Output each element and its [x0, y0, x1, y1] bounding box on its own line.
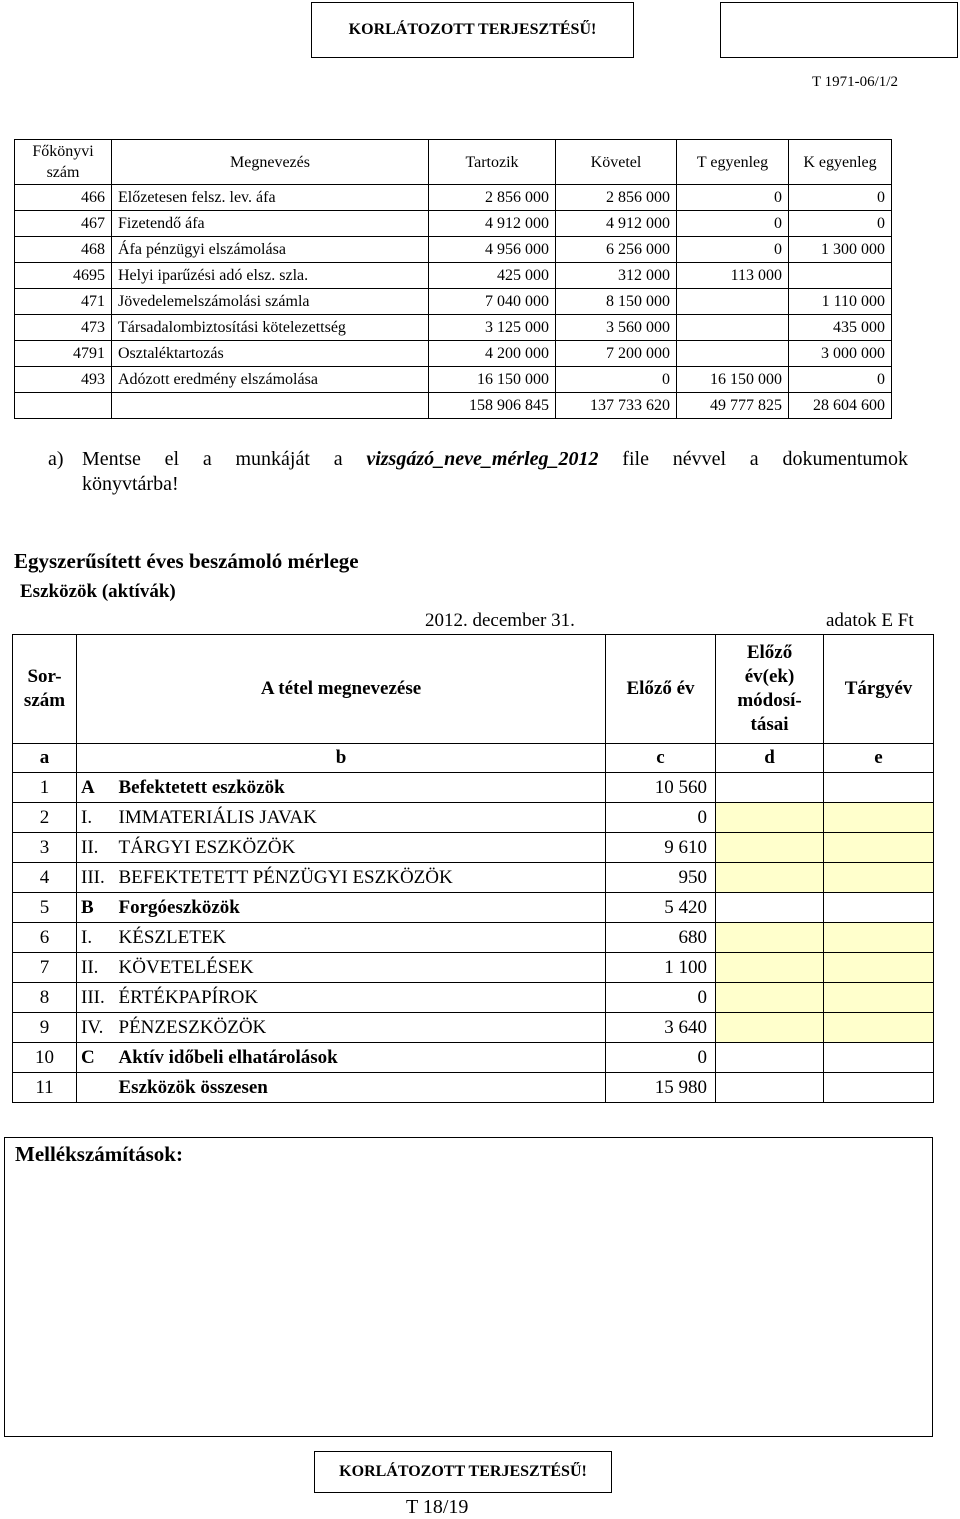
- balance-row: [13, 1013, 934, 1043]
- balance-prev-year-value: 3 640: [606, 1013, 716, 1043]
- ledger-cell-debit-balance: 0: [677, 211, 789, 237]
- ledger-row: [15, 367, 892, 393]
- ledger-total-row: [15, 393, 892, 419]
- col-current-year: Tárgyév: [824, 635, 934, 744]
- balance-current-year-cell[interactable]: [824, 833, 934, 863]
- balance-letters-row: [13, 744, 934, 773]
- ledger-cell-debit-balance: 16 150 000: [677, 367, 789, 393]
- balance-row: [13, 833, 934, 863]
- balance-current-year-cell[interactable]: [824, 803, 934, 833]
- balance-modification-cell: [716, 773, 824, 803]
- balance-prev-year-value: 9 610: [606, 833, 716, 863]
- ledger-row: [15, 185, 892, 211]
- ledger-cell-account-name: Adózott eredmény elszámolása: [112, 367, 429, 393]
- ledger-cell-account-no: 473: [15, 315, 112, 341]
- balance-current-year-cell[interactable]: [824, 863, 934, 893]
- ledger-cell-account-name: Előzetesen felsz. lev. áfa: [112, 185, 429, 211]
- restricted-label-text: KORLÁTOZOTT TERJESZTÉSŰ!: [348, 21, 597, 38]
- ledger-cell-debit-balance: 113 000: [677, 263, 789, 289]
- ledger-cell-account-name: Osztaléktartozás: [112, 341, 429, 367]
- ledger-cell-credit-balance: 1 300 000: [789, 237, 892, 263]
- balance-current-year-cell[interactable]: [824, 923, 934, 953]
- balance-prev-year-value: 5 420: [606, 893, 716, 923]
- balance-row-index: 11: [13, 1073, 77, 1103]
- balance-row-index: 2: [13, 803, 77, 833]
- ledger-cell-credit: 8 150 000: [556, 289, 677, 315]
- balance-current-year-cell[interactable]: [824, 983, 934, 1013]
- ledger-cell-credit: 4 912 000: [556, 211, 677, 237]
- ledger-cell-credit-balance: 3 000 000: [789, 341, 892, 367]
- balance-modification-cell[interactable]: [716, 833, 824, 863]
- balance-row-code: III.: [77, 983, 115, 1013]
- balance-row: [13, 953, 934, 983]
- empty-header-box: [720, 2, 958, 58]
- balance-subtitle: Eszközök (aktívák): [20, 581, 176, 602]
- balance-row-name: IMMATERIÁLIS JAVAK: [115, 803, 606, 833]
- ledger-cell-account-no: [15, 393, 112, 419]
- ledger-cell-debit-balance: 49 777 825: [677, 393, 789, 419]
- col-modifications: [716, 635, 824, 744]
- col-index: [13, 635, 77, 744]
- ledger-cell-credit-balance: 0: [789, 185, 892, 211]
- balance-row-code: IV.: [77, 1013, 115, 1043]
- balance-row-code: B: [77, 893, 115, 923]
- balance-row: [13, 923, 934, 953]
- balance-modification-cell[interactable]: [716, 1013, 824, 1043]
- restricted-label-top: [311, 2, 634, 58]
- balance-prev-year-value: 1 100: [606, 953, 716, 983]
- ledger-cell-account-no: 466: [15, 185, 112, 211]
- ledger-cell-account-no: 471: [15, 289, 112, 315]
- restricted-label-bottom-text: KORLÁTOZOTT TERJESZTÉSŰ!: [339, 1463, 587, 1480]
- ledger-cell-credit-balance: 0: [789, 367, 892, 393]
- col-modifications-label: Előző év(ek) módosí-tásai: [737, 642, 802, 735]
- ledger-cell-credit: 3 560 000: [556, 315, 677, 341]
- balance-row-index: 3: [13, 833, 77, 863]
- balance-row-name: Forgóeszközök: [115, 893, 606, 923]
- balance-row-code: C: [77, 1043, 115, 1073]
- balance-row: [13, 1073, 934, 1103]
- balance-table: [12, 634, 934, 1103]
- ledger-cell-debit: 7 040 000: [429, 289, 556, 315]
- balance-current-year-cell: [824, 1043, 934, 1073]
- col-item-name: A tétel megnevezése: [77, 635, 606, 744]
- balance-row: [13, 863, 934, 893]
- ledger-cell-credit: 2 856 000: [556, 185, 677, 211]
- balance-date: 2012. december 31.: [425, 610, 575, 631]
- balance-row-code: III.: [77, 863, 115, 893]
- ledger-cell-credit-balance: 0: [789, 211, 892, 237]
- ledger-cell-account-no: 4695: [15, 263, 112, 289]
- letter-b: b: [77, 744, 606, 773]
- balance-title: Egyszerűsített éves beszámoló mérlege: [14, 549, 359, 573]
- ledger-cell-debit: 3 125 000: [429, 315, 556, 341]
- balance-prev-year-value: 15 980: [606, 1073, 716, 1103]
- balance-current-year-cell: [824, 893, 934, 923]
- ledger-cell-account-no: 493: [15, 367, 112, 393]
- balance-modification-cell[interactable]: [716, 923, 824, 953]
- ledger-cell-account-name: Társadalombiztosítási kötelezettség: [112, 315, 429, 341]
- balance-row: [13, 983, 934, 1013]
- ledger-cell-debit: 2 856 000: [429, 185, 556, 211]
- balance-row-name: KÉSZLETEK: [115, 923, 606, 953]
- balance-row-code: I.: [77, 923, 115, 953]
- balance-row-index: 1: [13, 773, 77, 803]
- balance-prev-year-value: 0: [606, 983, 716, 1013]
- balance-row-code: [77, 1073, 115, 1103]
- balance-prev-year-value: 0: [606, 1043, 716, 1073]
- balance-row-name: PÉNZESZKÖZÖK: [115, 1013, 606, 1043]
- ledger-row: [15, 341, 892, 367]
- balance-modification-cell[interactable]: [716, 983, 824, 1013]
- ledger-cell-debit: 16 150 000: [429, 367, 556, 393]
- instruction-prefix: a): [48, 448, 64, 470]
- balance-row-index: 5: [13, 893, 77, 923]
- instruction-text-after-1: file névvel a dokumentumok: [598, 448, 908, 470]
- ledger-row: [15, 315, 892, 341]
- balance-modification-cell[interactable]: [716, 803, 824, 833]
- notes-label: Mellékszámítások:: [15, 1142, 183, 1166]
- balance-modification-cell[interactable]: [716, 953, 824, 983]
- balance-prev-year-value: 950: [606, 863, 716, 893]
- col-account-no: Főkönyvi szám: [15, 140, 112, 185]
- balance-modification-cell[interactable]: [716, 863, 824, 893]
- ledger-cell-credit: 7 200 000: [556, 341, 677, 367]
- ledger-cell-account-name: Helyi iparűzési adó elsz. szla.: [112, 263, 429, 289]
- balance-current-year-cell: [824, 1073, 934, 1103]
- ledger-cell-account-name: Jövedelemelszámolási számla: [112, 289, 429, 315]
- doc-code: T 1971-06/1/2: [812, 74, 898, 90]
- balance-row-name: KÖVETELÉSEK: [115, 953, 606, 983]
- ledger-cell-account-no: 467: [15, 211, 112, 237]
- balance-row-index: 7: [13, 953, 77, 983]
- ledger-table: [14, 139, 892, 419]
- ledger-cell-credit-balance: 28 604 600: [789, 393, 892, 419]
- ledger-row: [15, 211, 892, 237]
- ledger-cell-debit-balance: 0: [677, 185, 789, 211]
- ledger-cell-account-name: Áfa pénzügyi elszámolása: [112, 237, 429, 263]
- ledger-cell-credit: 6 256 000: [556, 237, 677, 263]
- col-prev-year: Előző év: [606, 635, 716, 744]
- col-debit-balance: T egyenleg: [677, 140, 789, 185]
- balance-row-index: 4: [13, 863, 77, 893]
- col-credit: Követel: [556, 140, 677, 185]
- ledger-cell-account-no: 468: [15, 237, 112, 263]
- balance-row-index: 10: [13, 1043, 77, 1073]
- ledger-cell-debit: 158 906 845: [429, 393, 556, 419]
- balance-modification-cell: [716, 1073, 824, 1103]
- ledger-cell-credit: 312 000: [556, 263, 677, 289]
- instruction-filename: vizsgázó_neve_mérleg_2012: [366, 448, 599, 470]
- balance-row: [13, 803, 934, 833]
- notes-box: [4, 1137, 933, 1437]
- balance-modification-cell: [716, 1043, 824, 1073]
- col-debit: Tartozik: [429, 140, 556, 185]
- ledger-cell-debit-balance: [677, 289, 789, 315]
- balance-unit: adatok E Ft: [826, 610, 914, 631]
- ledger-header-row: [15, 140, 892, 185]
- balance-current-year-cell[interactable]: [824, 1013, 934, 1043]
- balance-prev-year-value: 10 560: [606, 773, 716, 803]
- balance-prev-year-value: 0: [606, 803, 716, 833]
- ledger-row: [15, 289, 892, 315]
- ledger-cell-credit-balance: 1 110 000: [789, 289, 892, 315]
- balance-prev-year-value: 680: [606, 923, 716, 953]
- balance-row: [13, 773, 934, 803]
- ledger-cell-account-no: 4791: [15, 341, 112, 367]
- balance-modification-cell: [716, 893, 824, 923]
- instruction-text-before: Mentse el a munkáját a: [82, 448, 367, 470]
- letter-e: e: [824, 744, 934, 773]
- restricted-label-bottom: [314, 1451, 612, 1493]
- ledger-cell-debit-balance: 0: [677, 237, 789, 263]
- balance-row-code: II.: [77, 953, 115, 983]
- ledger-cell-account-name: Fizetendő áfa: [112, 211, 429, 237]
- col-index-label: Sor-szám: [23, 666, 66, 711]
- ledger-cell-credit-balance: [789, 263, 892, 289]
- letter-d: d: [716, 744, 824, 773]
- balance-header-row: [13, 635, 934, 744]
- balance-row-index: 6: [13, 923, 77, 953]
- balance-row: [13, 893, 934, 923]
- balance-current-year-cell: [824, 773, 934, 803]
- col-name: Megnevezés: [112, 140, 429, 185]
- balance-row-code: II.: [77, 833, 115, 863]
- balance-row-name: Befektetett eszközök: [115, 773, 606, 803]
- ledger-cell-debit-balance: [677, 341, 789, 367]
- balance-row-name: Eszközök összesen: [115, 1073, 606, 1103]
- ledger-cell-credit: 0: [556, 367, 677, 393]
- ledger-cell-debit: 4 956 000: [429, 237, 556, 263]
- ledger-cell-account-name: [112, 393, 429, 419]
- ledger-cell-debit: 425 000: [429, 263, 556, 289]
- ledger-row: [15, 263, 892, 289]
- balance-row-name: TÁRGYI ESZKÖZÖK: [115, 833, 606, 863]
- col-credit-balance: K egyenleg: [789, 140, 892, 185]
- balance-row-code: I.: [77, 803, 115, 833]
- letter-a: a: [13, 744, 77, 773]
- balance-row-name: BEFEKTETETT PÉNZÜGYI ESZKÖZÖK: [115, 863, 606, 893]
- ledger-cell-debit: 4 912 000: [429, 211, 556, 237]
- balance-row-name: Aktív időbeli elhatárolások: [115, 1043, 606, 1073]
- balance-row-index: 9: [13, 1013, 77, 1043]
- balance-row-name: ÉRTÉKPAPÍROK: [115, 983, 606, 1013]
- balance-row: [13, 1043, 934, 1073]
- instruction-text-after-2: könyvtárba!: [82, 473, 179, 495]
- page-number: T 18/19: [406, 1496, 469, 1518]
- ledger-cell-debit: 4 200 000: [429, 341, 556, 367]
- letter-c: c: [606, 744, 716, 773]
- ledger-cell-debit-balance: [677, 315, 789, 341]
- ledger-row: [15, 237, 892, 263]
- ledger-cell-credit-balance: 435 000: [789, 315, 892, 341]
- balance-row-index: 8: [13, 983, 77, 1013]
- instruction: [48, 447, 908, 497]
- ledger-cell-credit: 137 733 620: [556, 393, 677, 419]
- balance-current-year-cell[interactable]: [824, 953, 934, 983]
- balance-row-code: A: [77, 773, 115, 803]
